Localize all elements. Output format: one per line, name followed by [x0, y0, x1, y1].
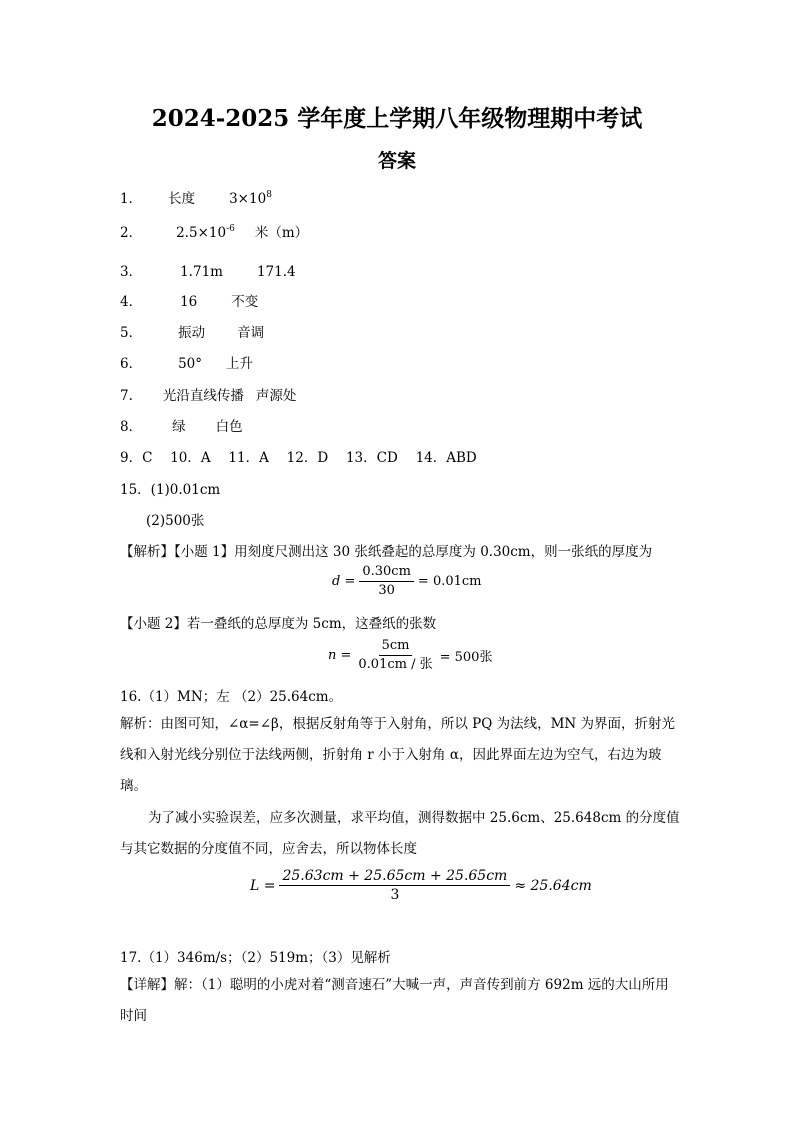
q15-answer-line1: 15．(1)0.01cm [120, 482, 221, 498]
fraction: $\frac{0.30cm}{30}$ [359, 564, 414, 599]
answer-1: 1． 长度 $3\times 10^8$ [120, 190, 272, 207]
q16-explanation-paragraph-2: 为了减小实验误差，应多次测量，求平均值，测得数据中 25.6cm、25.648cm 的分度值与其它数据的分度值不同，应舍去，所以物体长度 [120, 810, 680, 857]
answer-6: 6． 50° 上升 [120, 356, 254, 372]
q16-explanation-paragraph-1: 解析：由图可知，∠α=∠β，根据反射角等于入射角，所以 PQ 为法线，MN 为界面，折射光线和入射光线分别位于法线两侧，折射角 r 小于入射角 α，因此界面左边为空气，右边为玻璃。 [120, 716, 676, 794]
q15-answer-line2: (2)500张 [146, 513, 205, 529]
q15-explanation-1: 【解析】【小题 1】用刻度尺测出这 30 张纸叠起的总厚度为 0.30cm，则一张纸的厚度为 [120, 544, 653, 560]
q17-explanation: 【详解】解：（1）聪明的小虎对着“测音速石”大喊一声，声音传到前方 692m 远的大山所用时间 [120, 977, 669, 1024]
q15-formula-1: d = $\frac{0.30cm}{30}$ = 0.01cm [332, 564, 482, 598]
q16-formula: L = $\frac{25.63cm + 25.65cm + 25.65cm}{3}$ ≈ 25.64cm [250, 868, 592, 903]
page-subtitle: 答案 [377, 150, 416, 172]
answer-8: 8． 绿 白色 [120, 419, 243, 435]
answer-5: 5． 振动 音调 [120, 325, 265, 341]
page-title: 2024-2025 学年度上学期八年级物理期中考试 [151, 105, 643, 132]
fraction: $\frac{25.63cm + 25.65cm + 25.65cm}{3}$ [279, 868, 510, 903]
answer-2: 2． $2.5\times 10^{-6}$ 米（m） [120, 224, 309, 241]
q15-formula-2: n = $\frac{5cm}{\text{0.01cm / 张}}$ = 500张 [328, 638, 493, 672]
fraction: $\frac{5cm}{\text{0.01cm / 张}}$ [358, 638, 433, 672]
multiple-choice-answers: 9．C 10．A 11．A 12．D 13．CD 14．ABD [120, 450, 477, 466]
answer-4: 4． 16 不变 [120, 294, 259, 310]
q16-answer-line: 16.（1）MN；左 （2）25.64cm。 [120, 689, 343, 705]
q15-explanation-2: 【小题 2】若一叠纸的总厚度为 5cm，这叠纸的张数 [120, 616, 437, 632]
answer-3: 3． 1.71m 171.4 [120, 264, 296, 280]
q17-answer-line: 17.（1）346m/s；（2）519m；（3）见解析 [120, 950, 391, 966]
answer-7: 7. 光沿直线传播 声源处 [120, 388, 297, 404]
